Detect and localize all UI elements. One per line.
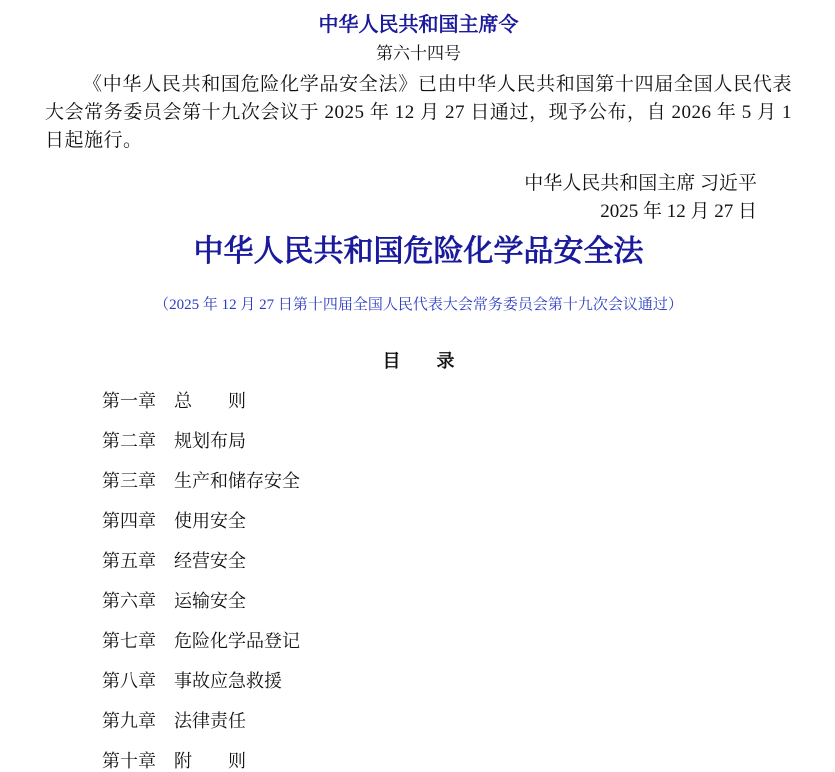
toc-item (102, 621, 792, 661)
toc-chapter-number: 第一章 (102, 391, 156, 411)
toc-chapter-number: 第七章 (102, 631, 156, 651)
toc-chapter-title: 事故应急救援 (174, 671, 282, 691)
toc-item (102, 701, 792, 741)
toc-chapter-title: 法律责任 (174, 711, 246, 731)
toc-item (102, 421, 792, 461)
toc-chapter-number: 第十章 (102, 751, 156, 771)
toc-chapter-title: 经营安全 (174, 551, 246, 571)
toc-chapter-number: 第四章 (102, 511, 156, 531)
toc-item (102, 461, 792, 501)
toc-chapter-number: 第三章 (102, 471, 156, 491)
decree-number: 第六十四号 (376, 44, 461, 63)
signature-date: 2025 年 12 月 27 日 (600, 201, 757, 222)
toc-chapter-title: 规划布局 (174, 431, 246, 451)
toc-chapter-title: 附 则 (174, 751, 246, 771)
toc-heading: 目 录 (382, 351, 455, 371)
toc-chapter-title: 危险化学品登记 (174, 631, 300, 651)
signature-line: 中华人民共和国主席 习近平 (524, 173, 757, 194)
adoption-note: （2025 年 12 月 27 日第十四届全国人民代表大会常务委员会第十九次会议通过） (154, 297, 683, 313)
toc-chapter-title: 使用安全 (174, 511, 246, 531)
toc-item (102, 581, 792, 621)
toc-chapter-number: 第六章 (102, 591, 156, 611)
toc-item (102, 661, 792, 701)
toc-item (102, 741, 792, 772)
toc-chapter-title: 生产和储存安全 (174, 471, 300, 491)
toc-item (102, 381, 792, 421)
toc-chapter-title: 总 则 (174, 391, 246, 411)
toc-item (102, 501, 792, 541)
toc-item (102, 541, 792, 581)
toc-chapter-number: 第二章 (102, 431, 156, 451)
law-title: 中华人民共和国危险化学品安全法 (193, 235, 644, 268)
decree-title: 中华人民共和国主席令 (318, 14, 519, 36)
toc-chapter-number: 第五章 (102, 551, 156, 571)
toc-chapter-number: 第九章 (102, 711, 156, 731)
toc-chapter-number: 第八章 (102, 671, 156, 691)
toc-list (102, 381, 792, 772)
toc-chapter-title: 运输安全 (174, 591, 246, 611)
decree-body-paragraph: 《中华人民共和国危险化学品安全法》已由中华人民共和国第十四届全国人民代表大会常务委员会第十九次会议于 2025 年 12 月 27 日通过，现予公布，自 2026 年 5 月 1 日起施行。 (45, 74, 792, 151)
